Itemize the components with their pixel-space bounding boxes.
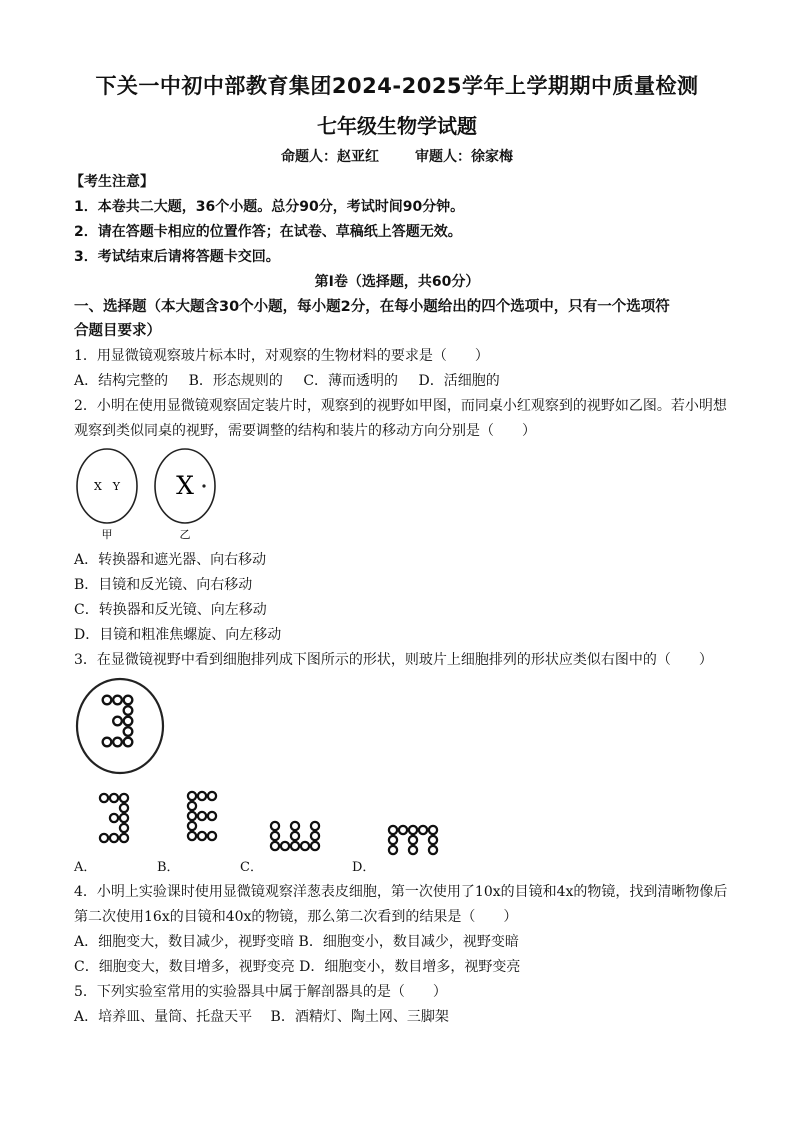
cell xyxy=(311,842,319,850)
fig-yi-dot xyxy=(202,484,205,487)
cell xyxy=(389,836,397,844)
cell xyxy=(208,792,216,800)
reviewer: 审题人：徐家梅 xyxy=(415,149,513,165)
cell xyxy=(188,832,196,840)
cell xyxy=(120,794,128,802)
q3-option-d-label: D． xyxy=(352,860,376,875)
cell xyxy=(120,834,128,842)
cell xyxy=(291,842,299,850)
cell xyxy=(113,717,122,726)
cell xyxy=(120,814,128,822)
cell xyxy=(419,826,427,834)
cell xyxy=(291,822,299,830)
cell xyxy=(281,842,289,850)
q1-options xyxy=(74,371,734,391)
cell xyxy=(120,824,128,832)
cell xyxy=(103,696,112,705)
cell xyxy=(311,832,319,840)
notice-heading: 【考生注意】 xyxy=(70,174,154,190)
q3-option-c-cells xyxy=(271,822,319,850)
cell xyxy=(198,832,206,840)
cell xyxy=(124,717,133,726)
q2-stem-line2: 观察到类似同桌的视野，需要调整的结构和装片的移动方向分别是（ ） xyxy=(74,423,536,439)
q3-cell-pattern xyxy=(103,696,133,747)
cell xyxy=(113,738,122,747)
cell xyxy=(198,792,206,800)
q1-option-a: A．结构完整的 xyxy=(74,373,169,389)
exam-subtitle: 七年级生物学试题 xyxy=(317,114,477,138)
q3-option-d-cells xyxy=(389,826,437,854)
q2-option-d: D．目镜和粗准焦螺旋、向左移动 xyxy=(74,627,282,643)
q3-option-a-cells xyxy=(100,794,128,842)
notice-item-3: 3．考试结束后请将答题卡交回。 xyxy=(74,249,280,265)
section-instruction-line1: 一、选择题（本大题含30个小题，每小题2分，在每小题给出的四个选项中，只有一个选项符 xyxy=(74,299,670,315)
q3-main-figure xyxy=(74,676,166,776)
q3-option-a-label: A． xyxy=(74,860,97,875)
q2-option-a: A．转换器和遮光器、向右移动 xyxy=(74,552,267,568)
cell xyxy=(100,794,108,802)
cell xyxy=(124,727,133,736)
cell xyxy=(208,812,216,820)
cell xyxy=(429,836,437,844)
label-jia: 甲 xyxy=(101,528,113,541)
cell xyxy=(110,814,118,822)
q4-options-line2: C．细胞变大，数目增多，视野变亮 D．细胞变小，数目增多，视野变亮 xyxy=(74,959,521,975)
fig-yi-text: X xyxy=(176,471,194,500)
cell xyxy=(429,846,437,854)
q4-stem-line2: 第二次使用16x的目镜和40x的物镜，那么第二次看到的结果是（ ） xyxy=(74,909,518,925)
cell xyxy=(291,832,299,840)
q5-options-line1: A．培养皿、量筒、托盘天平 B．酒精灯、陶土网、三脚架 xyxy=(74,1009,449,1025)
fig-jia-text: X Y xyxy=(93,480,121,493)
author-line xyxy=(0,146,794,166)
cell xyxy=(399,826,407,834)
cell xyxy=(271,842,279,850)
q3-field-of-view xyxy=(77,679,163,773)
notice-item-1: 1．本卷共二大题，36个小题。总分90分，考试时间90分钟。 xyxy=(74,199,465,215)
cell xyxy=(120,804,128,812)
cell xyxy=(124,696,133,705)
cell xyxy=(198,812,206,820)
q1-option-d: D．活细胞的 xyxy=(418,373,500,389)
cell xyxy=(188,822,196,830)
cell xyxy=(113,696,122,705)
q4-options-line1: A．细胞变大，数目减少，视野变暗 B．细胞变小，数目减少，视野变暗 xyxy=(74,934,519,950)
q5-stem: 5．下列实验室常用的实验器具中属于解剖器具的是（ ） xyxy=(74,984,447,1000)
q2-option-c: C．转换器和反光镜、向左移动 xyxy=(74,602,267,618)
q1-stem: 1．用显微镜观察玻片标本时，对观察的生物材料的要求是（ ） xyxy=(74,348,489,364)
cell xyxy=(409,836,417,844)
notice-item-2: 2．请在答题卡相应的位置作答；在试卷、草稿纸上答题无效。 xyxy=(74,224,462,240)
q4-stem-line1: 4．小明上实验课时使用显微镜观察洋葱表皮细胞，第一次使用了10x的目镜和4x的物镜，找到清晰物像后 xyxy=(74,884,728,900)
cell xyxy=(311,822,319,830)
exam-title: 下关一中初中部教育集团2024-2025学年上学期期中质量检测 xyxy=(95,74,699,98)
cell xyxy=(100,834,108,842)
cell xyxy=(409,846,417,854)
cell xyxy=(103,738,112,747)
q1-option-c: C．薄而透明的 xyxy=(303,373,399,389)
q3-option-b-label: B． xyxy=(157,860,180,875)
cell xyxy=(124,738,133,747)
label-yi: 乙 xyxy=(179,528,191,541)
q3-stem: 3．在显微镜视野中看到细胞排列成下图所示的形状，则玻片上细胞排列的形状应类似右图中的（ ） xyxy=(74,652,713,668)
cell xyxy=(110,794,118,802)
q2-stem-line1: 2．小明在使用显微镜观察固定装片时，观察到的视野如甲图，而同桌小红观察到的视野如乙图。若小明想 xyxy=(74,398,727,414)
cell xyxy=(429,826,437,834)
cell xyxy=(409,826,417,834)
cell xyxy=(188,802,196,810)
q2-option-b: B．目镜和反光镜、向右移动 xyxy=(74,577,253,593)
cell xyxy=(124,706,133,715)
cell xyxy=(188,792,196,800)
cell xyxy=(110,834,118,842)
author: 命题人：赵亚红 xyxy=(281,149,379,165)
q2-figure xyxy=(74,446,224,546)
cell xyxy=(271,822,279,830)
cell xyxy=(208,832,216,840)
q1-option-b: B．形态规则的 xyxy=(188,373,283,389)
cell xyxy=(389,826,397,834)
q3-option-b-cells xyxy=(188,792,216,840)
cell xyxy=(271,832,279,840)
cell xyxy=(188,812,196,820)
cell xyxy=(389,846,397,854)
q3-option-c-label: C． xyxy=(240,860,263,875)
part1-heading: 第Ⅰ卷（选择题，共60分） xyxy=(314,274,480,290)
cell xyxy=(301,842,309,850)
section-instruction-line2: 合题目要求） xyxy=(74,323,161,339)
